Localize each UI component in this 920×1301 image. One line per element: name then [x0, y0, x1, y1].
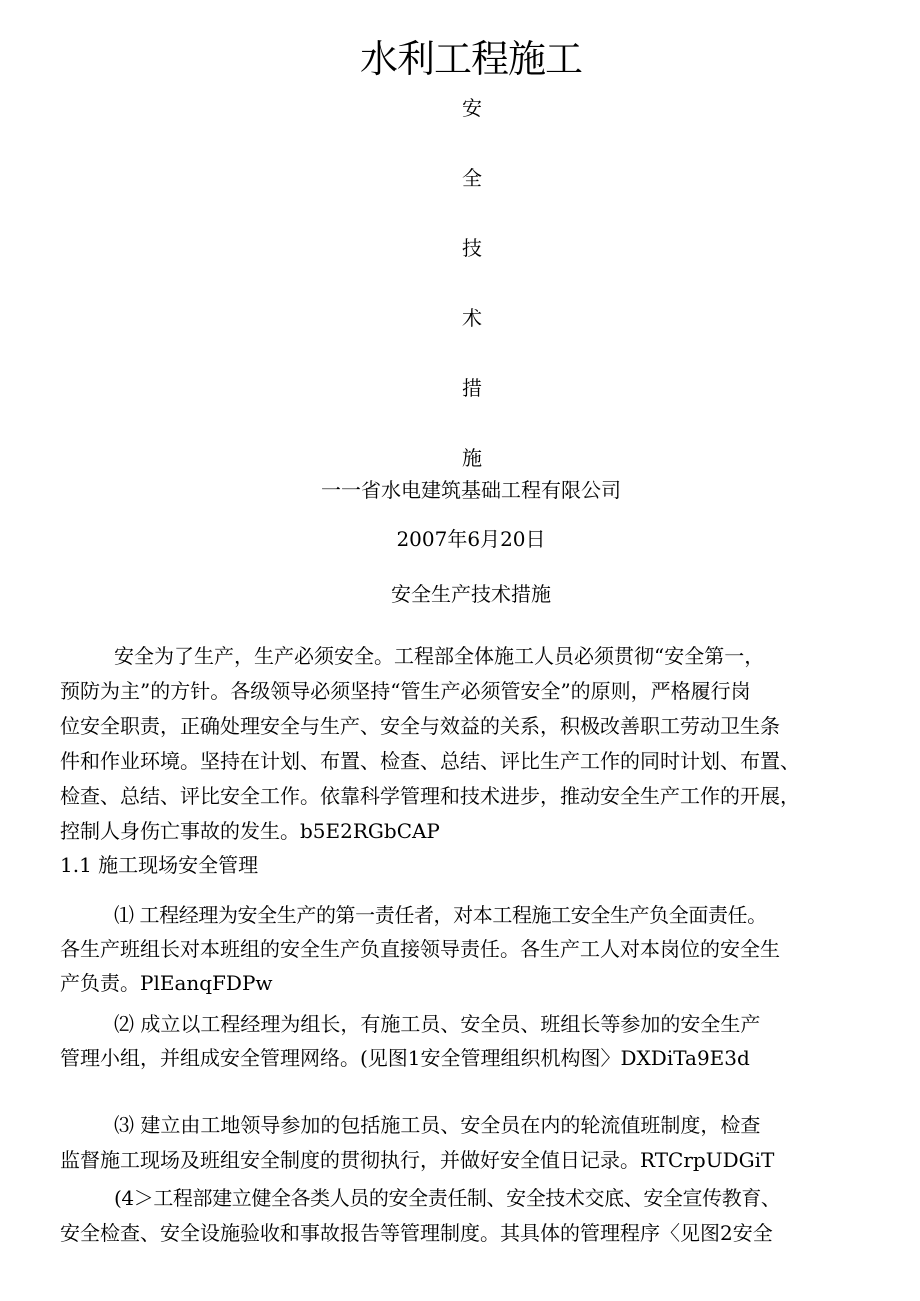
paragraph-line: 预防为主”的方针。各级领导必须坚持“管生产必须管安全”的原则，严格履行岗 — [60, 679, 751, 703]
subsection-heading: 1.1 施工现场安全管理 — [60, 853, 259, 877]
vertical-title-char: 安 — [462, 96, 482, 120]
paragraph-line: ⑶ 建立由工地领导参加的包括施工员、安全员在内的轮流值班制度，检查 — [114, 1113, 761, 1137]
paragraph-line: 安全为了生产，生产必须安全。工程部全体施工人员必须贯彻“安全第一， — [114, 644, 765, 668]
company-name: 一一省水电建筑基础工程有限公司 — [321, 478, 621, 502]
section-heading: 安全生产技术措施 — [391, 582, 551, 606]
paragraph-line: 监督施工现场及班组安全制度的贯彻执行，并做好安全值日记录。RTCrpUDGiT — [60, 1148, 775, 1172]
vertical-title-char: 技 — [462, 236, 482, 260]
vertical-title-char: 全 — [462, 166, 482, 190]
paragraph-line: 管理小组，并组成安全管理网络。(见图1安全管理组织机构图〉DXDiTa9E3d — [60, 1046, 750, 1070]
paragraph-line: 位安全职责，正确处理安全与生产、安全与效益的关系，积极改善职工劳动卫生条 — [60, 714, 780, 738]
vertical-title-char: 措 — [462, 376, 482, 400]
paragraph-line: 产负责。PlEanqFDPw — [60, 971, 273, 995]
paragraph-line: ⑴ 工程经理为安全生产的第一责任者，对本工程施工安全生产负全面责任。 — [114, 903, 767, 927]
vertical-title-char: 术 — [462, 306, 482, 330]
paragraph-line: (4＞工程部建立健全各类人员的安全责任制、安全技术交底、安全宣传教育、 — [114, 1186, 781, 1210]
document-title: 水利工程施工 — [359, 37, 582, 81]
paragraph-line: ⑵ 成立以工程经理为组长，有施工员、安全员、班组长等参加的安全生产 — [114, 1012, 761, 1036]
paragraph-line: 件和作业环境。坚持在计划、布置、检查、总结、评比生产工作的同时计划、布置、 — [60, 749, 800, 773]
paragraph-line: 检查、总结、评比安全工作。依靠科学管理和技术进步，推动安全生产工作的开展， — [60, 784, 800, 808]
document-date: 2007年6月20日 — [396, 527, 546, 551]
paragraph-line: 各生产班组长对本班组的安全生产负直接领导责任。各生产工人对本岗位的安全生 — [60, 937, 780, 961]
paragraph-line: 控制人身伤亡事故的发生。b5E2RGbCAP — [60, 819, 440, 843]
vertical-title-char: 施 — [462, 446, 482, 470]
paragraph-line: 安全检查、安全设施验收和事故报告等管理制度。其具体的管理程序〈见图2安全 — [60, 1221, 773, 1245]
